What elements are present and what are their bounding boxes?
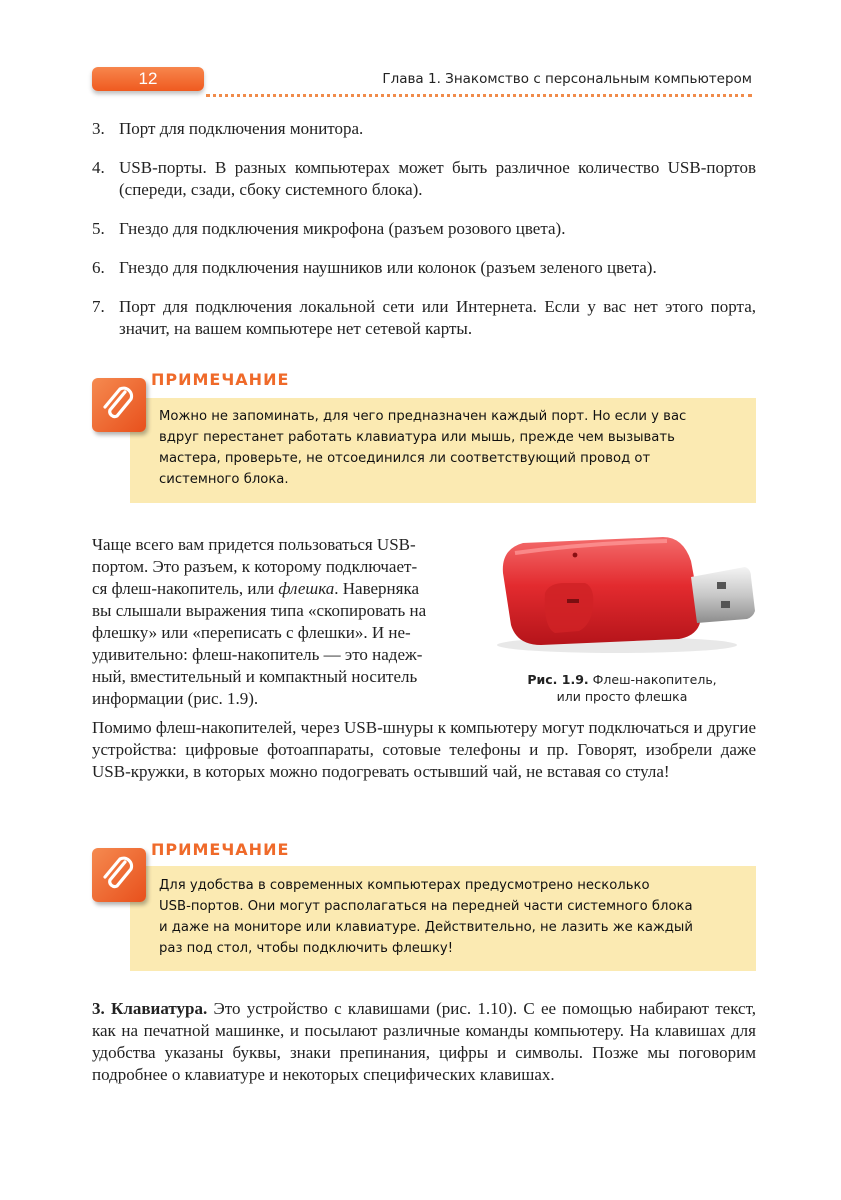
note-line: мастера, проверьте, не отсоединился ли соответствующий провод от [159, 451, 651, 466]
paperclip-icon-svg [92, 848, 146, 902]
note-title: ПРИМЕЧАНИЕ [151, 840, 290, 859]
list-text: Гнездо для подключения наушников или колонок (разъем зеленого цвета). [119, 258, 657, 277]
para-line-part: . Наверняка [334, 579, 420, 598]
paperclip-icon [92, 378, 146, 432]
page-number: 12 [92, 67, 204, 91]
list-item [92, 218, 756, 240]
note-text [159, 875, 719, 959]
note-title: ПРИМЕЧАНИЕ [151, 370, 290, 389]
para-line-part: ся флеш-накопитель, или [92, 579, 279, 598]
note-line: вдруг перестанет работать клавиатура или мышь, прежде чем вызывать [159, 430, 675, 445]
note-line: Можно не запоминать, для чего предназначен каждый порт. Но если у вас [159, 409, 687, 424]
note-text [159, 406, 719, 490]
list-item [92, 157, 756, 201]
devices-paragraph: Помимо флеш-накопителей, через USB-шнуры к компьютеру могут подключаться и другие устройства: цифровые фотоаппараты, сотовые телефоны и пр. Говорят, изобрели даже USB-кружки, в которых можно подогревать остывший чай, не вставая со стула! [92, 718, 756, 781]
note-line: USB-портов. Они могут располагаться на передней части системного блока [159, 899, 693, 914]
para-line: удивительно: флеш-накопитель — это надеж- [92, 645, 423, 664]
note-block [92, 366, 756, 506]
list-text: Порт для подключения локальной сети или Интернета. Если у вас нет этого порта, значит, на вашем компьютере нет сетевой карты. [119, 297, 756, 338]
caption-line: или просто флешка [556, 689, 688, 704]
list-text: Порт для подключения монитора. [119, 119, 364, 138]
para-line: ный, вместительный и компактный носитель [92, 667, 418, 686]
para-line: информации (рис. 1.9). [92, 689, 259, 708]
section-heading: 3. Клавиатура. [92, 999, 208, 1018]
list-text: USB-порты. В разных компьютерах может быть различное количество USB-портов (спереди, сзади, сбоку системного блока). [119, 158, 756, 199]
note-line: Для удобства в современных компьютерах предусмотрено несколько [159, 878, 650, 893]
italic-term: флешка [278, 579, 335, 598]
para-line [92, 578, 472, 600]
list-item [92, 118, 756, 140]
note-line: и даже на мониторе или клавиатуре. Действительно, не лазить же каждый [159, 920, 693, 935]
header-dotted-rule [206, 94, 752, 97]
paperclip-icon [92, 848, 146, 902]
list-number: 4. [92, 158, 105, 177]
caption-text: Флеш-накопитель, [592, 672, 717, 687]
figure-label: Рис. 1.9. [527, 672, 589, 687]
flash-drive-image [487, 527, 757, 657]
list-number: 5. [92, 219, 105, 238]
list-item [92, 257, 756, 279]
note-line: системного блока. [159, 472, 289, 487]
page-header [0, 0, 841, 110]
para-line: флешку» или «переписать с флешки». И не- [92, 623, 411, 642]
list-number: 7. [92, 297, 105, 316]
ports-list [92, 118, 756, 357]
figure-caption [487, 671, 757, 705]
caption-line [487, 671, 757, 688]
list-text: Гнездо для подключения микрофона (разъем розового цвета). [119, 219, 566, 238]
list-number: 3. [92, 119, 105, 138]
paperclip-icon-svg [92, 378, 146, 432]
chapter-title: Глава 1. Знакомство с персональным компьютером [382, 71, 752, 87]
list-number: 6. [92, 258, 105, 277]
list-item [92, 296, 756, 340]
keyboard-paragraph [92, 998, 756, 1086]
para-line: вы слышали выражения типа «скопировать на [92, 601, 427, 620]
section-text: Это устройство с клавишами (рис. 1.10). С ее помощью набирают текст, как на печатной машинке, и посылают различные команды компьютеру. На клавишах для удобства указаны буквы, знаки препинания, цифры и символы. Позже мы поговорим подробнее о клавиатуре и некоторых специфических клавишах. [92, 999, 756, 1084]
usb-paragraph [92, 534, 472, 710]
note-block [92, 836, 756, 976]
note-line: раз под стол, чтобы подключить флешку! [159, 941, 454, 956]
para-line: портом. Это разъем, к которому подключает- [92, 557, 418, 576]
para-line: Чаще всего вам придется пользоваться USB- [92, 535, 416, 554]
